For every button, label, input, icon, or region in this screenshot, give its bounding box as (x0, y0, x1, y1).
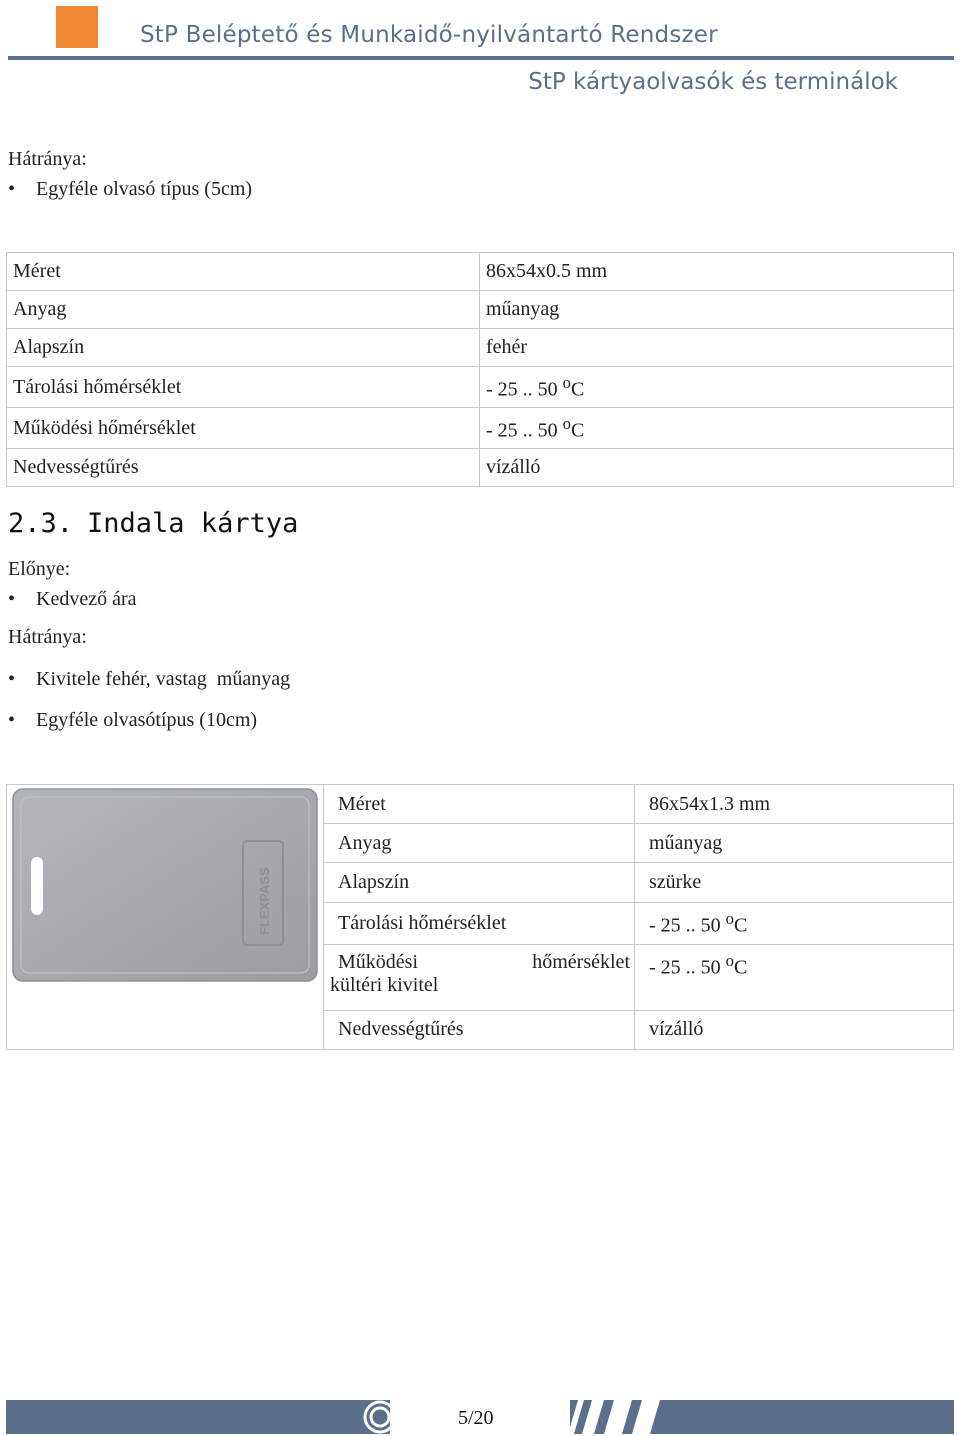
footer-stripes-icon (570, 1400, 660, 1434)
spec-value: vízálló (480, 449, 954, 487)
table-row (7, 449, 954, 487)
spec-label: Működési hőmérséklet (7, 408, 480, 449)
spec-label: Tárolási hőmérséklet (7, 367, 480, 408)
document-subtitle: StP kártyaolvasók és terminálok (528, 69, 898, 95)
spec-value: fehér (480, 329, 954, 367)
card-slot (31, 857, 43, 915)
bullet-icon: • (8, 668, 16, 690)
drawbacks-label: Hátránya: (8, 148, 87, 170)
spec-value: 86x54x0.5 mm (480, 253, 954, 291)
spec-label: Működési hőmérséklet kültéri kivitel (324, 944, 635, 1010)
card-brand: FLEXPASS (257, 867, 272, 935)
table-row (7, 291, 954, 329)
table-row (7, 785, 954, 824)
section-number: 2.3. (8, 508, 74, 539)
company-logo (56, 6, 98, 48)
section-title: Indala kártya (87, 508, 299, 539)
bullet-icon: • (8, 588, 16, 610)
spec-label: Nedvességtűrés (324, 1010, 635, 1049)
spec-value: - 25 .. 50 $^o$C (635, 944, 954, 1010)
bullet-icon: • (8, 709, 16, 731)
spec-label: Anyag (7, 291, 480, 329)
spec-value: vízálló (635, 1010, 954, 1049)
spec-label: Alapszín (324, 863, 635, 902)
table-row (7, 408, 954, 449)
spec-label: Alapszín (7, 329, 480, 367)
spec-value: 86x54x1.3 mm (635, 785, 954, 824)
spec-value: - 25 .. 50 $^o$C (635, 902, 954, 944)
indala-card-image (7, 785, 323, 1043)
drawbacks-label: Hátránya: (8, 626, 87, 648)
spec-label: Anyag (324, 824, 635, 863)
advantages-label: Előnye: (8, 558, 71, 580)
table-row (7, 367, 954, 408)
footer-logo-icon (352, 1400, 392, 1434)
spec-value: - 25 .. 50 $^o$C (480, 367, 954, 408)
spec-label: Méret (7, 253, 480, 291)
card-image-cell (7, 785, 324, 1050)
spec-value: - 25 .. 50 $^o$C (480, 408, 954, 449)
spec-value: szürke (635, 863, 954, 902)
spec-value: műanyag (635, 824, 954, 863)
spec-label: Méret (324, 785, 635, 824)
spec-table (6, 784, 954, 1050)
section-heading (8, 508, 298, 539)
spec-label: Nedvességtűrés (7, 449, 480, 487)
header-divider (8, 56, 954, 60)
page-number: 5/20 (458, 1407, 494, 1429)
spec-label: Tárolási hőmérséklet (324, 902, 635, 944)
table-row (7, 253, 954, 291)
bullet-icon: • (8, 178, 16, 200)
spec-table (6, 252, 954, 487)
table-row (7, 329, 954, 367)
spec-value: műanyag (480, 291, 954, 329)
document-title: StP Beléptető és Munkaidő-nyilvántartó Rendszer (140, 22, 718, 48)
